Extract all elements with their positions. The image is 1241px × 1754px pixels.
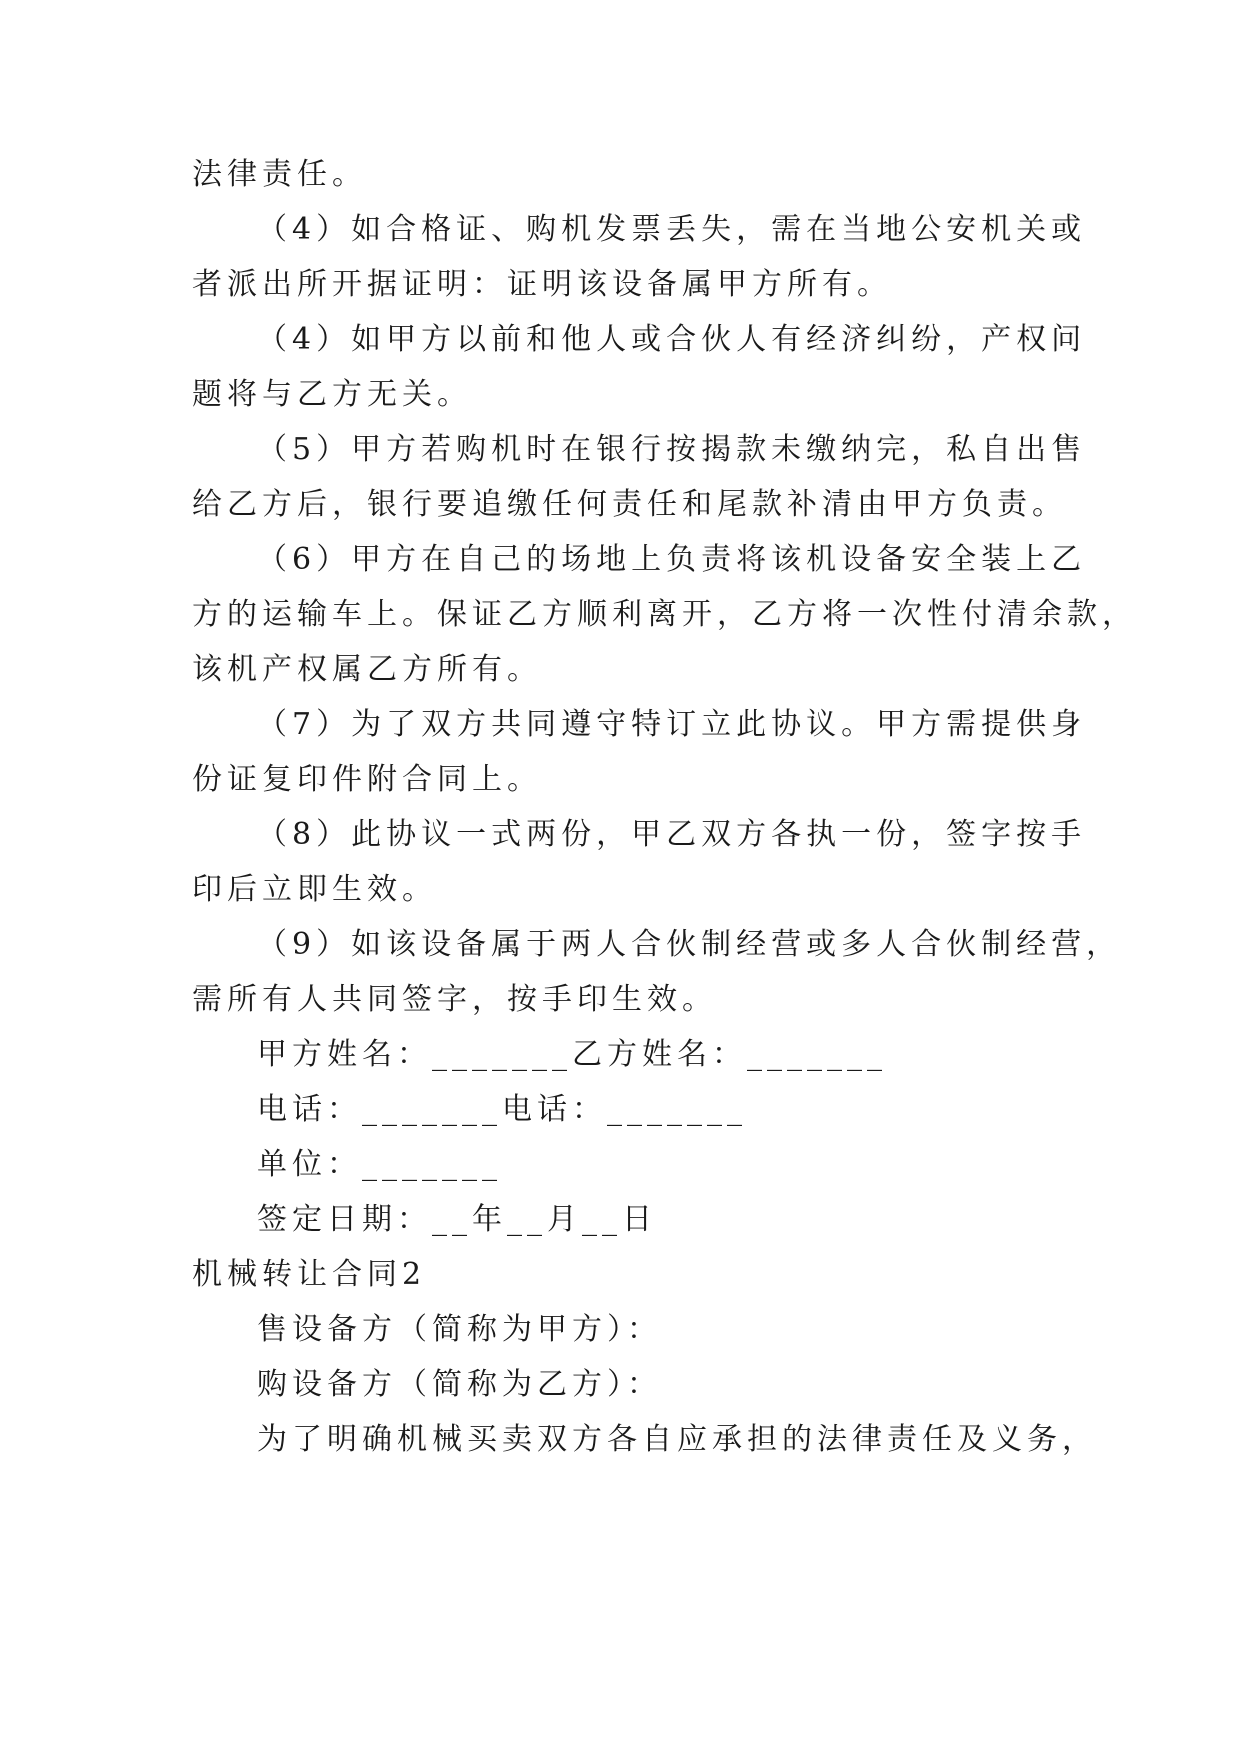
paragraph-line: （7）为了双方共同遵守特订立此协议。甲方需提供身 — [257, 707, 1087, 742]
paragraph-line: （4）如甲方以前和他人或合伙人有经济纠纷，产权问 — [257, 322, 1087, 357]
paragraph-line: 为了明确机械买卖双方各自应承担的法律责任及义务， — [257, 1422, 1097, 1457]
seller-line: 售设备方（简称为甲方）： — [257, 1312, 662, 1347]
paragraph-line: 份证复印件附合同上。 — [192, 762, 542, 797]
signature-date-line: 签定日期：__年__月__日 — [257, 1202, 657, 1237]
signature-phone-line: 电话：_______电话：_______ — [257, 1092, 747, 1127]
buyer-line: 购设备方（简称为乙方）： — [257, 1367, 662, 1402]
paragraph-line: （4）如合格证、购机发票丢失，需在当地公安机关或 — [257, 212, 1087, 247]
paragraph-line: 题将与乙方无关。 — [192, 377, 472, 412]
paragraph-line: （6）甲方在自己的场地上负责将该机设备安全装上乙 — [257, 542, 1087, 577]
paragraph-line: （9）如该设备属于两人合伙制经营或多人合伙制经营， — [257, 927, 1122, 962]
paragraph-line: （5）甲方若购机时在银行按揭款未缴纳完，私自出售 — [257, 432, 1087, 467]
paragraph-line: 给乙方后，银行要追缴任何责任和尾款补清由甲方负责。 — [192, 487, 1067, 522]
signature-name-line: 甲方姓名：_______乙方姓名：_______ — [257, 1037, 887, 1072]
paragraph-line: 印后立即生效。 — [192, 872, 437, 907]
section-title: 机械转让合同2 — [192, 1257, 427, 1292]
paragraph-line: 法律责任。 — [192, 157, 367, 192]
paragraph-line: 需所有人共同签字，按手印生效。 — [192, 982, 717, 1017]
paragraph-line: 该机产权属乙方所有。 — [192, 652, 542, 687]
paragraph-line: （8）此协议一式两份，甲乙双方各执一份，签字按手 — [257, 817, 1087, 852]
paragraph-line: 者派出所开据证明：证明该设备属甲方所有。 — [192, 267, 892, 302]
signature-unit-line: 单位：_______ — [257, 1147, 502, 1182]
paragraph-line: 方的运输车上。保证乙方顺利离开，乙方将一次性付清余款， — [192, 597, 1137, 632]
